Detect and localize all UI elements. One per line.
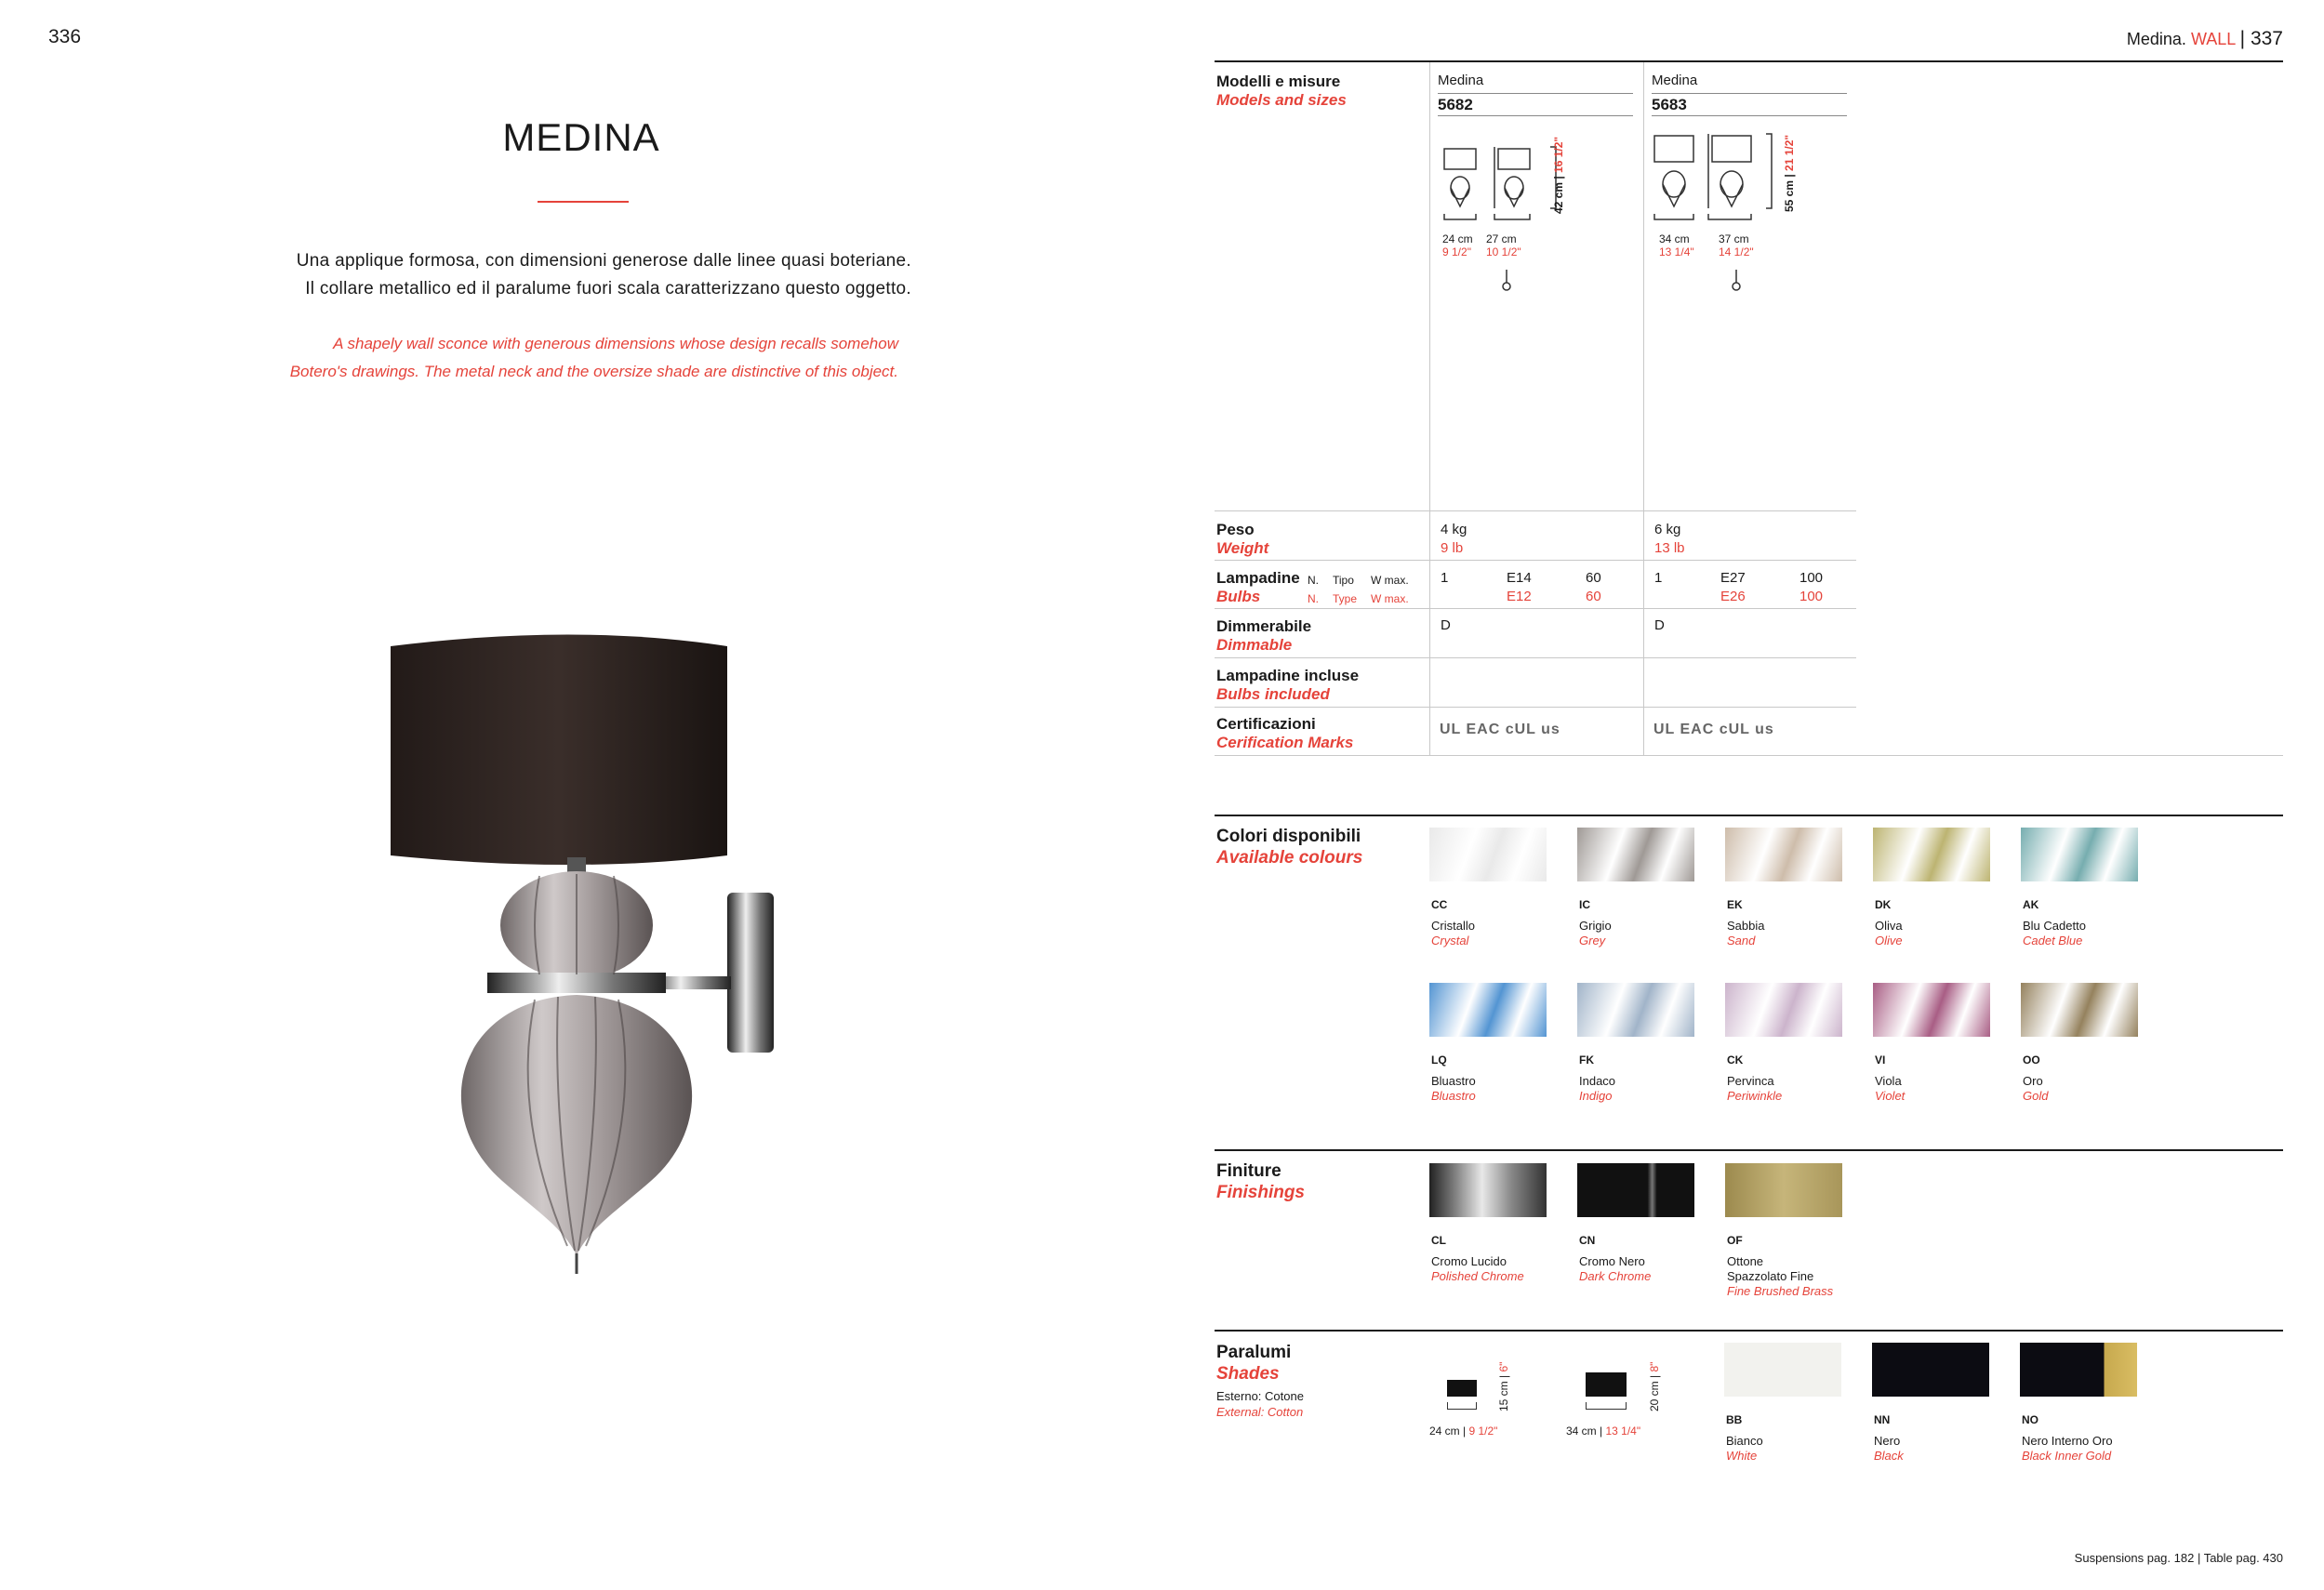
- model1-code: 5682: [1438, 96, 1473, 113]
- product-photo: [372, 632, 818, 1283]
- shades-rule: [1215, 1330, 2283, 1332]
- model1-bulb-w: 60 60: [1586, 570, 1601, 604]
- color-swatch-vi: [1873, 983, 1990, 1037]
- color-name-en: Gold: [2023, 1089, 2049, 1103]
- wall-plate: [727, 893, 774, 1053]
- color-name-it: Grigio: [1579, 919, 1612, 933]
- color-code: DK: [1875, 898, 1892, 911]
- shade1-height: 15 cm | 6": [1497, 1361, 1510, 1411]
- shade-swatch-nn: [1872, 1343, 1989, 1397]
- finish-name-en: Fine Brushed Brass: [1727, 1284, 1834, 1298]
- description-it: Una applique formosa, con dimensioni generose dalle linee quasi boteriane. Il collare metallico ed il paralume fuori scala caratterizzano questo oggetto.: [296, 251, 911, 298]
- color-name-en: Periwinkle: [1727, 1089, 1783, 1103]
- color-name-en: Grey: [1579, 934, 1606, 947]
- color-name-it: Blu Cadetto: [2023, 919, 2086, 933]
- finishes-rule: [1215, 1149, 2283, 1151]
- bulbs-col-w: W max. W max.: [1371, 574, 1409, 605]
- color-swatch-lq: [1429, 983, 1547, 1037]
- color-code: CC: [1431, 898, 1448, 911]
- bulbs-col-n: N. N.: [1308, 574, 1319, 605]
- page-title: MEDINA: [502, 115, 660, 159]
- title-underline: [538, 201, 629, 203]
- color-code: VI: [1875, 1053, 1886, 1067]
- model1-width1: 24 cm 9 1/2": [1442, 232, 1473, 258]
- color-code: FK: [1579, 1053, 1594, 1067]
- shade-code: NO: [2022, 1413, 2038, 1426]
- color-name-en: Cadet Blue: [2023, 934, 2083, 947]
- shade-name-it: Bianco: [1726, 1434, 1763, 1448]
- bulbs-label: Lampadine Bulbs: [1216, 569, 1300, 605]
- model2-weight: 6 kg 13 lb: [1654, 522, 1685, 556]
- model2-drawing: [1651, 130, 1790, 298]
- finish-swatch-of: [1725, 1163, 1842, 1217]
- footer-crossref: Suspensions pag. 182 | Table pag. 430: [2074, 1551, 2283, 1565]
- col-divider-2: [1643, 62, 1644, 755]
- color-swatch-ak: [2021, 828, 2138, 881]
- color-name-en: Crystal: [1431, 934, 1469, 947]
- colors-label: Colori disponibili Available colours: [1216, 827, 1363, 868]
- model1-bulb-n: 1: [1441, 570, 1449, 586]
- page-header-right: Medina. WALL | 337: [2126, 28, 2283, 49]
- finish-swatch-cn: [1577, 1163, 1694, 1217]
- finish-code: OF: [1727, 1234, 1743, 1247]
- shade1-drawing: [1447, 1380, 1477, 1397]
- color-name-it: Pervinca: [1727, 1074, 1774, 1088]
- color-name-en: Sand: [1727, 934, 1756, 947]
- description-en: A shapely wall sconce with generous dimensions whose design recalls somehow Botero's drawings. The metal neck and the oversize shade are distinctive of this object.: [289, 335, 898, 380]
- lower-glass: [461, 995, 692, 1255]
- top-rule: [1215, 60, 2283, 62]
- color-code: EK: [1727, 898, 1743, 911]
- shade-name-en: Black Inner Gold: [2022, 1449, 2112, 1463]
- shade-code: BB: [1726, 1413, 1743, 1426]
- cert-label: Certificazioni Cerification Marks: [1216, 715, 1354, 751]
- shade1-width: 24 cm | 9 1/2": [1429, 1424, 1498, 1438]
- finish-name-it: Ottone: [1727, 1254, 1764, 1268]
- shade-name-en: Black: [1874, 1449, 1904, 1463]
- color-swatch-dk: [1873, 828, 1990, 881]
- model2-code: 5683: [1652, 96, 1687, 113]
- finish-swatch-cl: [1429, 1163, 1547, 1217]
- row-rule-bulbs: [1215, 560, 1856, 561]
- finish-name-en: Dark Chrome: [1579, 1269, 1652, 1283]
- model2-name: Medina: [1652, 73, 1698, 88]
- row-rule-dimmable: [1215, 608, 1856, 609]
- model1-width2: 27 cm 10 1/2": [1486, 232, 1521, 258]
- model2-rule: [1652, 93, 1847, 94]
- finish-name-it: Cromo Nero: [1579, 1254, 1645, 1268]
- model1-name: Medina: [1438, 73, 1484, 88]
- model2-bulb-type: E27 E26: [1720, 570, 1746, 604]
- model2-height: 55 cm | 21 1/2": [1783, 134, 1796, 212]
- page-number-left: 336: [48, 26, 82, 47]
- color-name-it: Sabbia: [1727, 919, 1765, 933]
- model2-bulb-w: 100 100: [1799, 570, 1824, 604]
- finish-code: CN: [1579, 1234, 1596, 1247]
- color-name-en: Indigo: [1579, 1089, 1613, 1103]
- color-name-it: Oro: [2023, 1074, 2043, 1088]
- color-swatch-ic: [1577, 828, 1694, 881]
- color-swatch-cc: [1429, 828, 1547, 881]
- bulbs-col-type: Tipo Type: [1333, 574, 1358, 605]
- included-label: Lampadine incluse Bulbs included: [1216, 667, 1360, 703]
- color-name-en: Olive: [1875, 934, 1903, 947]
- model2-rule-2: [1652, 115, 1847, 116]
- dimmable-label: Dimmerabile Dimmable: [1216, 617, 1312, 654]
- model1-rule: [1438, 93, 1633, 94]
- metal-collar: [487, 973, 666, 993]
- model1-height: 42 cm | 16 1/2": [1552, 136, 1565, 214]
- shade-swatch-bb: [1724, 1343, 1841, 1397]
- color-code: OO: [2023, 1053, 2040, 1067]
- model2-cert-marks: UL EAC cUL us: [1653, 722, 1774, 737]
- shade-name-en: White: [1726, 1449, 1758, 1463]
- color-name-it: Bluastro: [1431, 1074, 1476, 1088]
- color-name-it: Oliva: [1875, 919, 1903, 933]
- model1-dimmable: D: [1441, 617, 1451, 633]
- shade-name-it: Nero Interno Oro: [2022, 1434, 2113, 1448]
- model2-dimmable: D: [1654, 617, 1665, 633]
- finish-code: CL: [1431, 1234, 1446, 1247]
- model1-weight: 4 kg 9 lb: [1441, 522, 1467, 556]
- model1-bulb-type: E14 E12: [1507, 570, 1532, 604]
- model2-bulb-n: 1: [1654, 570, 1663, 586]
- model1-cert-marks: UL EAC cUL us: [1440, 722, 1560, 737]
- shade-swatch-no: [2020, 1343, 2137, 1397]
- shade2-width: 34 cm | 13 1/4": [1566, 1424, 1641, 1438]
- color-code: AK: [2023, 898, 2039, 911]
- row-rule-end: [1215, 755, 2283, 756]
- row-rule-cert: [1215, 707, 1856, 708]
- colors-rule: [1215, 815, 2283, 816]
- row-rule-weight: [1215, 510, 1856, 511]
- color-code: LQ: [1431, 1053, 1447, 1067]
- shade2-drawing: [1586, 1372, 1627, 1397]
- shades-label: Paralumi Shades: [1216, 1343, 1292, 1384]
- shades-material: Esterno: Cotone External: Cotton: [1216, 1389, 1304, 1419]
- color-code: CK: [1727, 1053, 1744, 1067]
- model2-width1: 34 cm 13 1/4": [1659, 232, 1694, 258]
- col-divider-1: [1429, 62, 1430, 755]
- color-name-en: Violet: [1875, 1089, 1906, 1103]
- finish-name-en: Polished Chrome: [1431, 1269, 1524, 1283]
- lampshade: [391, 635, 727, 866]
- weight-label: Peso Weight: [1216, 521, 1269, 557]
- shade1-width-mark: [1447, 1402, 1477, 1410]
- row-rule-included: [1215, 657, 1856, 658]
- model1-rule-2: [1438, 115, 1633, 116]
- color-code: IC: [1579, 898, 1590, 911]
- shade2-width-mark: [1586, 1402, 1627, 1410]
- models-label: Modelli e misure Models and sizes: [1216, 73, 1347, 109]
- color-swatch-oo: [2021, 983, 2138, 1037]
- color-swatch-fk: [1577, 983, 1694, 1037]
- color-name-en: Bluastro: [1431, 1089, 1476, 1103]
- model2-width2: 37 cm 14 1/2": [1719, 232, 1754, 258]
- color-swatch-ek: [1725, 828, 1842, 881]
- shade-code: NN: [1874, 1413, 1891, 1426]
- finishes-label: Finiture Finishings: [1216, 1161, 1305, 1202]
- shade-name-it: Nero: [1874, 1434, 1901, 1448]
- finish-name-it-2: Spazzolato Fine: [1727, 1269, 1814, 1283]
- finish-name-it: Cromo Lucido: [1431, 1254, 1507, 1268]
- color-name-it: Indaco: [1579, 1074, 1616, 1088]
- color-name-it: Cristallo: [1431, 919, 1475, 933]
- shade2-height: 20 cm | 8": [1648, 1361, 1661, 1411]
- color-swatch-ck: [1725, 983, 1842, 1037]
- color-name-it: Viola: [1875, 1074, 1902, 1088]
